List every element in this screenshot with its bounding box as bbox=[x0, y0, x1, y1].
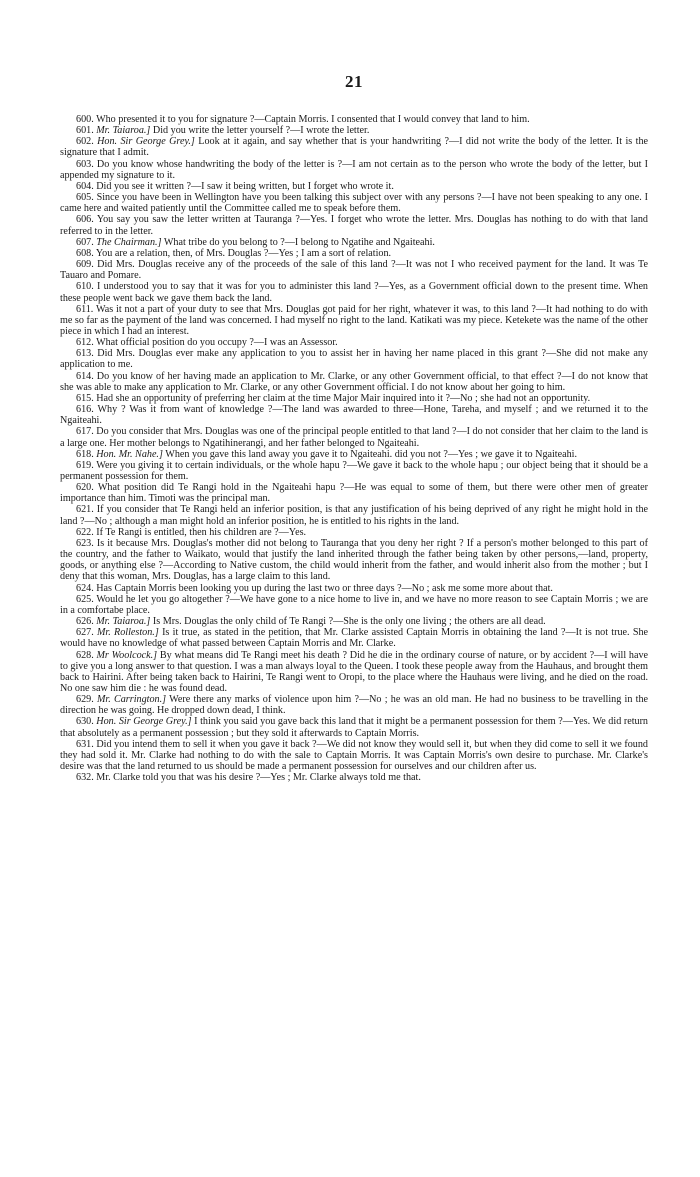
testimony-paragraph bbox=[60, 259, 648, 281]
testimony-paragraph bbox=[60, 716, 648, 738]
testimony-paragraph bbox=[60, 125, 648, 136]
testimony-paragraph bbox=[60, 281, 648, 303]
paragraph-text: 632. Mr. Clarke told you that was his desire ?—Yes ; Mr. Clarke always told me that. bbox=[76, 772, 421, 784]
paragraph-text: What tribe do you belong to ?—I belong to Ngatihe and Ngaiteahi. bbox=[163, 236, 435, 248]
paragraph-text: 621. If you consider that Te Rangi held an inferior position, is that any justification of his being deprived of any right he might hold in the land ?—No ; although a man might hold an inferior position, he is entitled to his rights in the land. bbox=[60, 504, 648, 527]
speaker-label: The Chairman.] bbox=[96, 236, 162, 248]
paragraph-text: 622. If Te Rangi is entitled, then his children are ?—Yes. bbox=[76, 526, 307, 538]
paragraph-text: 624. Has Captain Morris been looking you up during the last two or three days ?—No ; ask me some more about that. bbox=[76, 582, 553, 594]
paragraph-text: Is it true, as stated in the petition, that Mr. Clarke assisted Captain Morris in obtaining the land ?—It is not true. She would have no knowledge of what passed between Captain Morris and Mr. Clarke. bbox=[60, 627, 649, 650]
speaker-label: Mr. Rolleston.] bbox=[97, 627, 159, 639]
paragraph-text: 611. Was it not a part of your duty to see that Mrs. Douglas got paid for her right, whatever it was, to this land ?—It had nothing to do with me so far as the payment of the land was concerned. I had myself no right to the land. Katikati was my piece. Ketekete was the name of the other piece in which I had an interest. bbox=[60, 303, 648, 337]
paragraph-text: Were there any marks of violence upon him ?—No ; he was an old man. He had no business to be travelling in the direction he was going. He dropped down dead, I think. bbox=[60, 694, 649, 717]
testimony-paragraph bbox=[60, 426, 648, 448]
testimony-paragraph bbox=[60, 460, 648, 482]
question-number: 627. bbox=[76, 627, 94, 639]
paragraph-text: 620. What position did Te Rangi hold in the Ngaiteahi hapu ?—He was equal to some of them, but there were other men of greater importance than him. Timoti was the principal man. bbox=[60, 482, 648, 505]
testimony-paragraph bbox=[60, 616, 648, 627]
paragraph-text: 619. Were you giving it to certain individuals, or the whole hapu ?—We gave it back to the whole hapu ; our object being that it should be a permanent possession for them. bbox=[60, 459, 648, 482]
speaker-label: Mr. Carrington.] bbox=[96, 694, 167, 706]
testimony-paragraph bbox=[60, 348, 648, 370]
testimony-paragraph bbox=[60, 237, 648, 248]
paragraph-text: 610. I understood you to say that it was for you to administer this land ?—Yes, as a Government official down to the present time. When these people went back we gave them back the land. bbox=[60, 281, 648, 304]
testimony-paragraph bbox=[60, 538, 648, 583]
paragraph-text: 608. You are a relation, then, of Mrs. Douglas ?—Yes ; I am a sort of relation. bbox=[76, 247, 392, 259]
testimony-paragraph bbox=[60, 694, 648, 716]
paragraph-text: 617. Do you consider that Mrs. Douglas was one of the principal people entitled to that land ?—I do not consider that her claim to the land is a large one. Her mother belongs to Ngatihinerangi, and her father belonged to Ngaiteahi. bbox=[60, 426, 648, 449]
question-number: 628. bbox=[76, 649, 94, 661]
testimony-paragraph bbox=[60, 304, 648, 337]
testimony-paragraph bbox=[60, 594, 648, 616]
question-number: 630. bbox=[76, 716, 94, 728]
paragraph-text: 625. Would he let you go altogether ?—We have gone to a nice home to live in, and we have no more reason to see Captain Morris ; we are in a comfortabe place. bbox=[60, 593, 648, 616]
speaker-label: Mr. Taiaroa.] bbox=[96, 125, 151, 137]
speaker-label: Mr. Taiaroa.] bbox=[96, 616, 151, 628]
paragraph-text: 615. Had she an opportunity of preferring her claim at the time Major Mair inquired into it ?—No ; she had not an opportunity. bbox=[76, 392, 591, 404]
testimony-paragraph bbox=[60, 449, 648, 460]
question-number: 618. bbox=[76, 448, 94, 460]
speaker-label: Mr Woolcock.] bbox=[96, 649, 158, 661]
question-number: 607. bbox=[76, 236, 94, 248]
paragraph-text: 616. Why ? Was it from want of knowledge ?—The land was awarded to three—Hone, Tareha, and myself ; and we returned it to the Ngaiteahi. bbox=[60, 404, 648, 427]
paragraph-text: Is Mrs. Douglas the only child of Te Rangi ?—She is the only one living ; the others are all dead. bbox=[152, 616, 546, 628]
paragraph-text: When you gave this land away you gave it to Ngaiteahi. did you not ?—Yes ; we gave it to Ngaiteahi. bbox=[165, 448, 578, 460]
question-number: 629. bbox=[76, 694, 94, 706]
paragraph-text: 614. Do you know of her having made an application to Mr. Clarke, or any other Government official, to that effect ?—I do not know that she was able to make any application to Mr. Clarke, or any other Government official. I do not know about her going to him. bbox=[60, 370, 648, 393]
testimony-paragraph bbox=[60, 192, 648, 214]
paragraph-text: 603. Do you know whose handwriting the body of the letter is ?—I am not certain as to the person who wrote the body of the letter, but I appended my signature to it. bbox=[60, 158, 648, 181]
paragraph-text: 613. Did Mrs. Douglas ever make any application to you to assist her in having her name placed in this grant ?—She did not make any application to me. bbox=[60, 348, 648, 371]
paragraph-text: 631. Did you intend them to sell it when you gave it back ?—We did not know they would sell it, but when they did come to sell it we found they had sold it. Mr. Clarke had nothing to do with the sale to Captain Morris. It was Captain Morris's own desire to purchase. Mr. Clarke's desire was that the land returned to us should be made a permanent possession for ourselves and our children after us. bbox=[60, 738, 648, 773]
paragraph-text: 612. What official position do you occupy ?—I was an Assessor. bbox=[76, 337, 338, 349]
testimony-paragraph bbox=[60, 739, 648, 772]
testimony-paragraph bbox=[60, 181, 648, 192]
question-number: 601. bbox=[76, 125, 94, 137]
paragraph-text: 623. Is it because Mrs. Douglas's mother did not belong to Tauranga that you deny her right ? If a person's mother belonged to this part of the country, and the father to Waikato, would that justify the land inherited through the father being taken by other persons,—land, property, goods, or anything else ?—According to Native custom, the child would inherit from the father, and would inherit also from the mother ; but I deny that this woman, Mrs. Douglas, has a large claim to this land. bbox=[60, 537, 648, 583]
testimony-paragraph bbox=[60, 627, 648, 649]
speaker-label: Hon. Sir George Grey.] bbox=[96, 716, 192, 728]
testimony-paragraph bbox=[60, 393, 648, 404]
paragraph-text: 609. Did Mrs. Douglas receive any of the proceeds of the sale of this land ?—It was not I who received payment for the land. It was Te Tauaro and Pomare. bbox=[60, 259, 648, 282]
question-number: 602. bbox=[76, 136, 94, 148]
paragraph-text: Did you write the letter yourself ?—I wrote the letter. bbox=[152, 125, 370, 137]
page-number: 21 bbox=[345, 72, 363, 91]
testimony-paragraph bbox=[60, 214, 648, 236]
paragraph-text: 606. You say you saw the letter written at Tauranga ?—Yes. I forget who wrote the letter. Mrs. Douglas has nothing to do with that land referred to in the letter. bbox=[60, 214, 648, 237]
question-number: 626. bbox=[76, 616, 94, 628]
testimony-paragraph bbox=[60, 482, 648, 504]
document-body bbox=[60, 114, 648, 783]
speaker-label: Hon. Sir George Grey.] bbox=[97, 136, 195, 148]
paragraph-text: By what means did Te Rangi meet his death ? Did he die in the ordinary course of nature, or by accident ?—I will have to give you a long answer to that question. I was a man always loyal to the Queen. I took these people away from the Hauhaus, and brought them back to Hairini. After being taken back to Hairini, Te Rangi went to Oropi, to the place where the Hauhaus were living, and he died on the road. No one saw him die : he was found dead. bbox=[60, 649, 649, 694]
testimony-paragraph bbox=[60, 371, 648, 393]
testimony-paragraph bbox=[60, 248, 648, 259]
testimony-paragraph bbox=[60, 583, 648, 594]
testimony-paragraph bbox=[60, 159, 648, 181]
paragraph-text: Look at it again, and say whether that is your handwriting ?—I did not write the body of the letter. It is the signature that I admit. bbox=[60, 136, 649, 159]
testimony-paragraph bbox=[60, 136, 648, 158]
testimony-paragraph bbox=[60, 527, 648, 538]
testimony-paragraph bbox=[60, 404, 648, 426]
paragraph-text: 600. Who presented it to you for signature ?—Captain Morris. I consented that I would convey that land to him. bbox=[76, 114, 530, 125]
testimony-paragraph bbox=[60, 114, 648, 125]
paragraph-text: 604. Did you see it written ?—I saw it being written, but I forget who wrote it. bbox=[76, 180, 394, 192]
testimony-paragraph bbox=[60, 772, 648, 783]
paragraph-text: 605. Since you have been in Wellington have you been talking this subject over with any persons ?—I have not been speaking to any one. I came here and waited patiently until the Committee called me to speak before them. bbox=[60, 192, 648, 215]
testimony-paragraph bbox=[60, 337, 648, 348]
paragraph-text: I think you said you gave back this land that it might be a permanent possession for them ?—Yes. We did return that absolutely as a permanent possession ; but they sold it afterwards to Captain Morris. bbox=[60, 716, 648, 739]
testimony-paragraph bbox=[60, 504, 648, 526]
testimony-paragraph bbox=[60, 650, 648, 695]
speaker-label: Hon. Mr. Nahe.] bbox=[96, 448, 163, 460]
